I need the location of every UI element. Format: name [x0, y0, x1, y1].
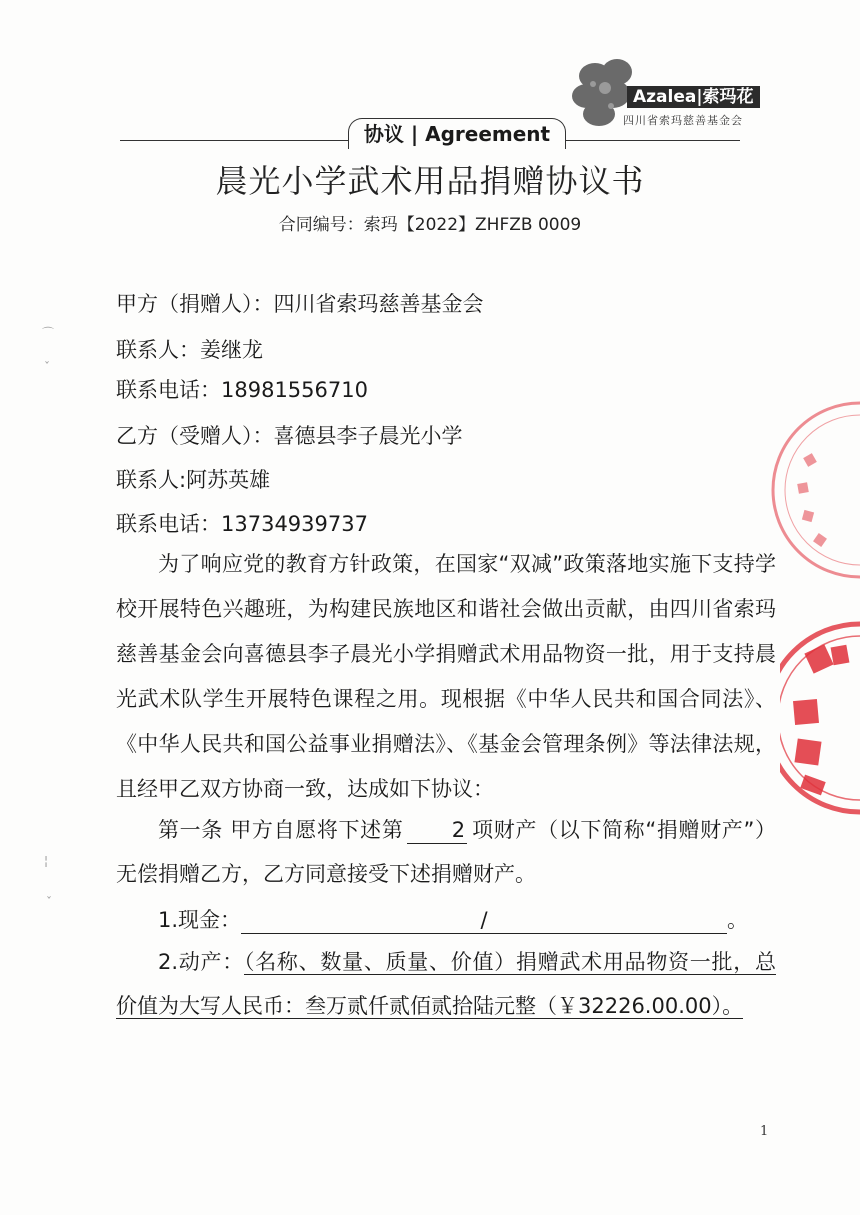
cash-value: /	[241, 907, 727, 934]
agreement-banner: 协议 | Agreement	[348, 118, 566, 149]
party-b-phone: 联系电话：13734939737	[116, 512, 368, 536]
clause-one-count: 2	[407, 817, 467, 844]
party-b: 乙方（受赠人）：喜德县李子晨光小学	[116, 424, 463, 448]
seal-stamp-upper	[765, 395, 860, 585]
seal-stamp-lower	[780, 618, 860, 818]
contract-number: 合同编号：索玛【2022】ZHFZB 0009	[278, 215, 582, 235]
party-a: 甲方（捐赠人）：四川省索玛慈善基金会	[116, 292, 484, 316]
movable-label: 2.动产：	[158, 950, 244, 974]
party-b-contact: 联系人:阿苏英雄	[116, 468, 271, 492]
movable-text: （名称、数量、质量、价值）捐赠武术用品物资一批，总价值为大写人民币：叁万贰仟贰佰贰拾陆元整（￥32226.00.00）。	[116, 950, 776, 1018]
clause-one-suffix: 项财产（以下简称“捐赠财产”）无偿捐赠乙方，乙方同意接受下述捐赠财产。	[116, 818, 776, 886]
logo-brand-text: Azalea|索玛花	[627, 86, 760, 108]
logo-subtitle: 四川省索玛慈善基金会	[623, 114, 743, 127]
party-a-phone: 联系电话：18981556710	[116, 378, 368, 402]
clause-one	[116, 808, 776, 896]
scan-mark: ⌒	[42, 326, 55, 340]
cash-line	[116, 898, 776, 942]
document-title: 晨光小学武术用品捐赠协议书	[215, 162, 645, 200]
intro-paragraph: 为了响应党的教育方针政策，在国家“双减”政策落地实施下支持学校开展特色兴趣班，为构建民族地区和谐社会做出贡献，由四川省索玛慈善基金会向喜德县李子晨光小学捐赠武术用品物资一批，用于支持晨光武术队学生开展特色课程之用。现根据《中华人民共和国合同法》、《中华人民共和国公益事业捐赠法》、《基金会管理条例》等法律法规，且经甲乙双方协商一致，达成如下协议：	[116, 552, 776, 801]
scan-mark: ˇ	[46, 895, 52, 909]
page-number: 1	[760, 1124, 769, 1139]
cash-label: 1.现金：	[158, 908, 242, 932]
foundation-logo	[565, 48, 780, 138]
scan-mark: ˇ	[44, 360, 50, 374]
scan-mark: ¦	[44, 854, 49, 868]
movable-property	[116, 940, 776, 1028]
cash-end: 。	[727, 908, 749, 932]
party-a-contact: 联系人：姜继龙	[116, 338, 263, 362]
clause-one-prefix: 第一条 甲方自愿将下述第	[158, 818, 404, 842]
